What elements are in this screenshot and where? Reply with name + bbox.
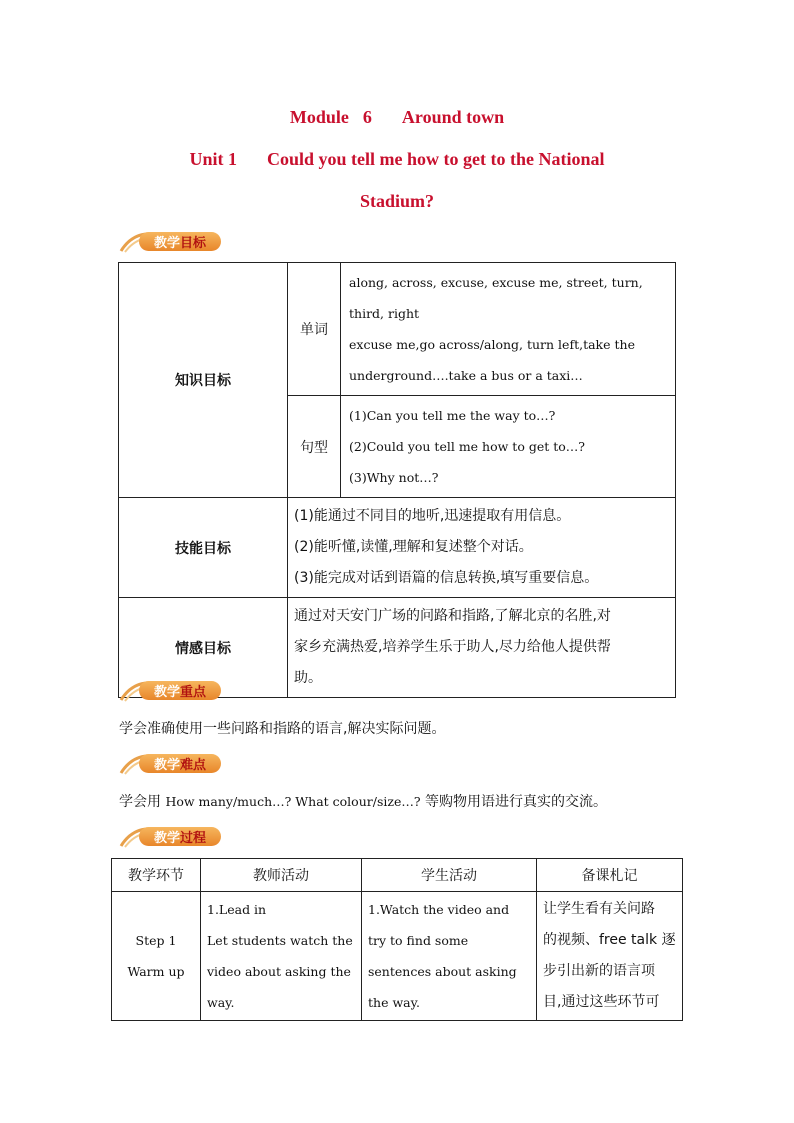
lesson-notes (537, 892, 683, 1021)
header-notes: 备课札记 (537, 859, 683, 892)
skill-line: (3)能完成对话到语篇的信息转换,填写重要信息。 (294, 570, 599, 586)
header-teacher: 教师活动 (201, 859, 362, 892)
note-line: 目,通过这些环节可 (543, 994, 660, 1010)
badge-text-a: 教学 (153, 758, 180, 773)
vocab-line: third, right (349, 306, 420, 321)
teacher-line: 1.Lead in (207, 902, 267, 917)
vocab-line: along, across, excuse, excuse me, street, turn, (349, 275, 643, 290)
section-badge-objectives (119, 231, 229, 253)
unit-word: Unit 1 (189, 149, 238, 169)
emotion-line: 助。 (294, 670, 322, 686)
teacher-line: video about asking the (207, 964, 351, 979)
knowledge-label: 知识目标 (119, 263, 288, 498)
emotion-content (288, 598, 676, 698)
badge-text-a: 教学 (153, 236, 180, 251)
teacher-activity (201, 892, 362, 1021)
step-line: Warm up (127, 964, 185, 979)
note-line: 步引出新的语言项 (543, 963, 655, 979)
emotion-line: 通过对天安门广场的问路和指路,了解北京的名胜,对 (294, 608, 611, 624)
unit-title (0, 147, 794, 171)
badge-text-b: 过程 (180, 831, 207, 846)
badge-text-a: 教学 (153, 831, 180, 846)
header-student: 学生活动 (362, 859, 537, 892)
vocab-content (341, 263, 676, 396)
teacher-line: way. (207, 995, 235, 1010)
skill-line: (1)能通过不同目的地听,迅速提取有用信息。 (294, 508, 571, 524)
difficulty-post: 等购物用语进行真实的交流。 (425, 794, 607, 810)
module-title (0, 105, 794, 129)
difficulty-english: How many/much…? What colour/size…? (165, 794, 421, 809)
student-line: try to find some (368, 933, 469, 948)
pattern-label: 句型 (288, 396, 341, 498)
student-activity (362, 892, 537, 1021)
student-line: sentences about asking (368, 964, 517, 979)
unit-title-line1: Could you tell me how to get to the National (267, 149, 605, 169)
skill-line: (2)能听懂,读懂,理解和复述整个对话。 (294, 539, 533, 555)
vocab-line: underground….take a bus or a taxi… (349, 368, 583, 383)
module-topic: Around town (401, 107, 505, 127)
section-badge-difficulties (119, 753, 229, 775)
pattern-line: (1)Can you tell me the way to…? (349, 408, 556, 423)
vocab-label: 单词 (288, 263, 341, 396)
badge-text-b: 目标 (180, 236, 207, 251)
pattern-content (341, 396, 676, 498)
step-cell (112, 892, 201, 1021)
unit-title-line2: Stadium? (359, 191, 435, 211)
objectives-table (118, 262, 676, 698)
emotion-line: 家乡充满热爱,培养学生乐于助人,尽力给他人提供帮 (294, 639, 611, 655)
emotion-label: 情感目标 (119, 598, 288, 698)
vocab-line: excuse me,go across/along, turn left,take the (349, 337, 635, 352)
student-line: the way. (368, 995, 420, 1010)
process-table (111, 858, 683, 1021)
difficulty-text (119, 791, 607, 811)
teacher-line: Let students watch the (207, 933, 353, 948)
header-stage: 教学环节 (112, 859, 201, 892)
pattern-line: (3)Why not…? (349, 470, 439, 485)
badge-text-a: 教学 (153, 685, 180, 700)
note-line: 让学生看有关问路 (543, 901, 655, 917)
section-badge-key-points (119, 680, 229, 702)
module-word: Module (289, 107, 349, 127)
difficulty-pre: 学会用 (119, 794, 161, 810)
skill-label: 技能目标 (119, 498, 288, 598)
skill-content (288, 498, 676, 598)
badge-text-b: 重点 (180, 685, 207, 700)
pattern-line: (2)Could you tell me how to get to…? (349, 439, 585, 454)
note-line: 的视频、free talk 逐 (543, 932, 676, 948)
student-line: 1.Watch the video and (368, 902, 510, 917)
badge-text-b: 难点 (180, 758, 207, 773)
step-line: Step 1 (135, 933, 177, 948)
key-point-text: 学会准确使用一些问路和指路的语言,解决实际问题。 (119, 721, 446, 737)
module-number: 6 (362, 107, 372, 127)
section-badge-process (119, 826, 229, 848)
